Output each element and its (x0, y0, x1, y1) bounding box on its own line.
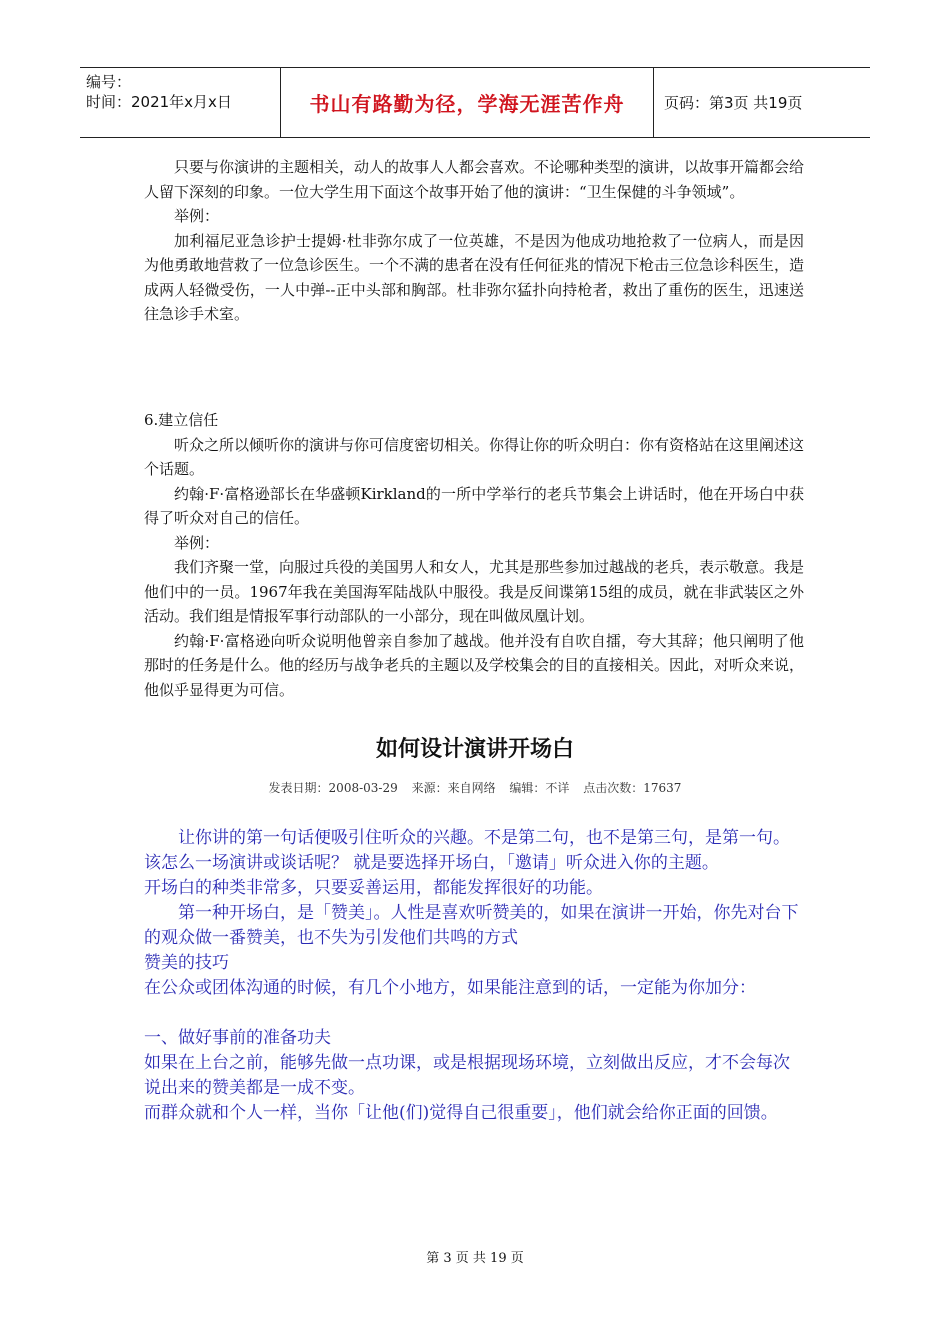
header-page-info: 页码：第3页 共19页 (664, 94, 803, 112)
article-body (144, 826, 804, 1126)
header-motto: 书山有路勤为径，学海无涯苦作舟 (280, 68, 654, 137)
article-editor: 编辑：不详 (509, 781, 570, 795)
page-footer: 第 3 页 共 19 页 (426, 1251, 524, 1266)
article-paragraph: 让你讲的第一句话便吸引住听众的兴趣。不是第二句，也不是第三句，是第一句。 (178, 828, 790, 848)
article-paragraph: 在公众或团体沟通的时候，有几个小地方，如果能注意到的话，一定能为你加分： (144, 978, 756, 998)
article-source: 来源：来自网络 (411, 781, 496, 795)
article-hits: 点击次数：17637 (583, 781, 682, 795)
story-intro: 只要与你演讲的主题相关，动人的故事人人都会喜欢。不论哪种类型的演讲，以故事开篇都会给人留下深刻的印象。一位大学生用下面这个故事开始了他的演讲：“卫生保健的斗争领域”。 (144, 158, 805, 201)
doc-date-label: 时间：2021年x月x日 (86, 93, 232, 111)
trust-example-label: 举例： (174, 533, 220, 552)
article-meta (0, 779, 950, 796)
article-paragraph: 而群众就和个人一样，当你「让他(们)觉得自己很重要」，他们就会给你正面的回馈。 (144, 1103, 778, 1123)
doc-number-label: 编号： (86, 73, 132, 91)
article-paragraph: 该怎么一场演讲或谈话呢？ 就是要选择开场白，「邀请」听众进入你的主题。 (144, 853, 719, 873)
story-section (144, 155, 804, 327)
article-subheading: 一、做好事前的准备功夫 (144, 1028, 331, 1048)
trust-heading: 6.建立信任 (144, 411, 219, 429)
article-date: 发表日期：2008-03-29 (268, 781, 398, 795)
page-header (80, 67, 870, 138)
article-paragraph: 开场白的种类非常多，只要妥善运用，都能发挥很好的功能。 (144, 878, 603, 898)
article-paragraph: 如果在上台之前，能够先做一点功课，或是根据现场环境，立刻做出反应，才不会每次说出来的赞美都是一成不变。 (144, 1053, 790, 1098)
trust-section (144, 408, 804, 702)
article-subheading: 赞美的技巧 (144, 953, 229, 973)
example-label: 举例： (174, 207, 220, 225)
trust-paragraph: 约翰·F·富格逊向听众说明他曾亲自参加了越战。他并没有自吹自擂，夸大其辞；他只阐明了他那时的任务是什么。他的经历与战争老兵的主题以及学校集会的目的直接相关。因此，对听众来说，他似乎显得更为可信。 (144, 631, 805, 699)
trust-paragraph: 我们齐聚一堂，向服过兵役的美国男人和女人，尤其是那些参加过越战的老兵，表示敬意。我是他们中的一员。1967年我在美国海军陆战队中服役。我是反间谍第15组的成员，就在非武装区之外活动。我们组是情报军事行动部队的一小部分，现在叫做凤凰计划。 (144, 558, 805, 625)
story-example: 加利福尼亚急诊护士提姆·杜非弥尔成了一位英雄，不是因为他成功地抢救了一位病人，而是因为他勇敢地营救了一位急诊医生。一个不满的患者在没有任何征兆的情况下枪击三位急诊科医生，造成两人轻微受伤，一人中弹--正中头部和胸部。杜非弥尔猛扑向持枪者，救出了重伤的医生，迅速送往急诊手术室。 (144, 231, 805, 323)
trust-paragraph: 听众之所以倾听你的演讲与你可信度密切相关。你得让你的听众明白：你有资格站在这里阐述这个话题。 (144, 435, 805, 478)
article-paragraph: 第一种开场白，是「赞美」。人性是喜欢听赞美的，如果在演讲一开始，你先对台下的观众做一番赞美，也不失为引发他们共鸣的方式 (144, 903, 799, 948)
article-title: 如何设计演讲开场白 (375, 737, 574, 762)
trust-paragraph: 约翰·F·富格逊部长在华盛顿Kirkland的一所中学举行的老兵节集会上讲话时，他在开场白中获得了听众对自己的信任。 (144, 484, 804, 527)
header-meta (80, 68, 280, 137)
